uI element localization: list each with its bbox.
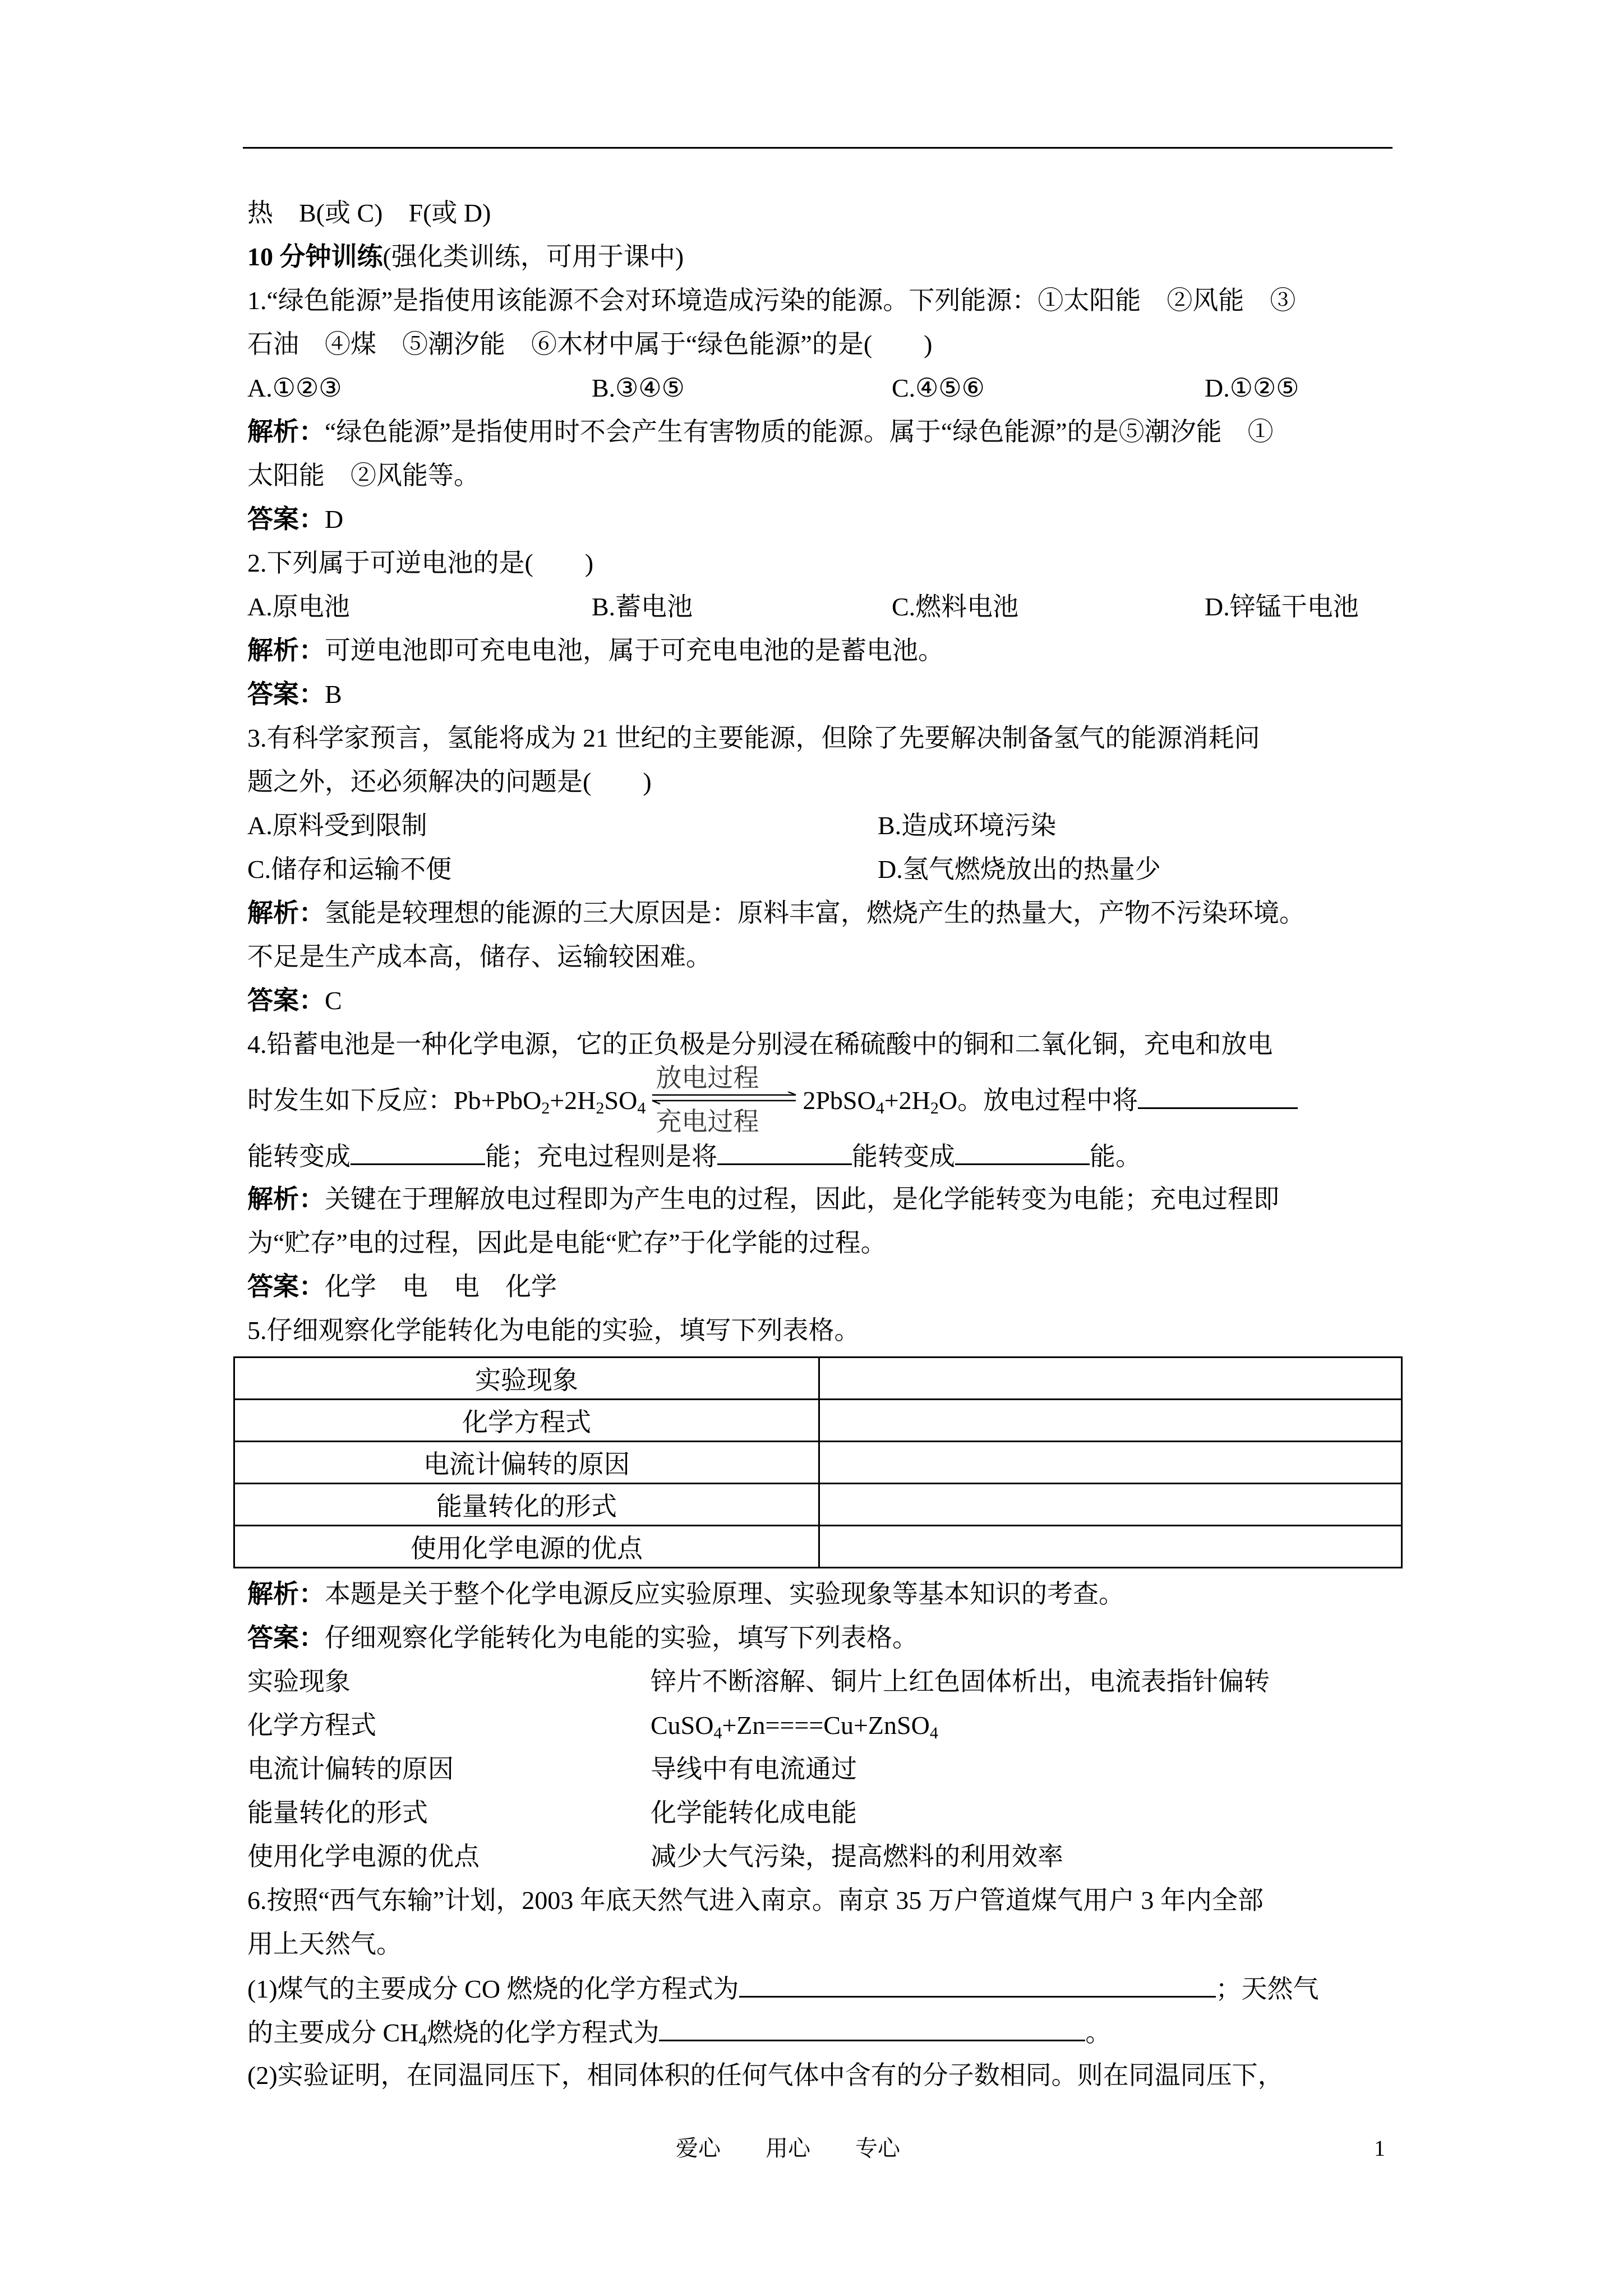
- table-row: [234, 1442, 1402, 1484]
- answer-row-value: 导线中有电流通过: [651, 1755, 857, 1783]
- eq-subscript: 2: [596, 1099, 605, 1117]
- eq-subscript: 4: [875, 1099, 884, 1117]
- analysis-label: 解析：: [247, 1185, 325, 1213]
- q5-analysis: [247, 1577, 1124, 1611]
- text-part: 燃烧的化学方程式为: [427, 2018, 660, 2047]
- answer-row-value: [651, 1709, 938, 1742]
- arrow-label-charge: 充电过程: [656, 1107, 759, 1136]
- answer-label: 答案：: [247, 1623, 325, 1652]
- table-cell-empty[interactable]: [819, 1526, 1402, 1568]
- table-row: [234, 1400, 1402, 1442]
- answer-value: D: [325, 505, 344, 533]
- q4-text: 4.铅蓄电池是一种化学电源，它的正负极是分别浸在稀硫酸中的铜和二氧化铜，充电和放电: [247, 1030, 1273, 1059]
- q3-analysis-cont: 不足是生产成本高，储存、运输较困难。: [247, 942, 712, 971]
- analysis-text: 氢能是较理想的能源的三大原因是：原料丰富，燃烧产生的热量大，产物不污染环境。: [325, 899, 1305, 927]
- q3-option-d: D.氢气燃烧放出的热量少: [878, 855, 1161, 884]
- footer-motto: 爱心 用心 专心: [676, 2136, 900, 2161]
- fill-blank-6[interactable]: [659, 2015, 1085, 2041]
- analysis-text: 可逆电池即可充电电池，属于可充电电池的是蓄电池。: [325, 636, 944, 665]
- analysis-text: “绿色能源”是指使用时不会产生有害物质的能源。属于“绿色能源”的是⑤潮汐能 ①: [325, 417, 1274, 446]
- answer-row-value: 减少大气污染，提高燃料的利用效率: [651, 1842, 1063, 1871]
- analysis-label: 解析：: [247, 1580, 325, 1608]
- table-cell-empty[interactable]: [819, 1484, 1402, 1526]
- eq-part: 2PbSO: [803, 1086, 876, 1115]
- q6-text: 6.按照“西气东输”计划，2003 年底天然气进入南京。南京 35 万户管道煤气用户 3 年内全部: [247, 1886, 1264, 1915]
- answer-row-label: 电流计偏转的原因: [247, 1755, 454, 1783]
- answer-row-label: 使用化学电源的优点: [247, 1842, 479, 1871]
- eq-subscript: 4: [713, 1724, 722, 1742]
- eq-subscript: 4: [929, 1724, 938, 1742]
- reversible-arrow: [649, 1064, 799, 1136]
- q6-part2: (2)实验证明，在同温同压下，相同体积的任何气体中含有的分子数相同。则在同温同压下，: [247, 2061, 1284, 2090]
- q3-answer: [247, 984, 342, 1018]
- q2-answer: [247, 678, 342, 711]
- table-row: [234, 1526, 1402, 1568]
- q3-text-cont: 题之外，还必须解决的问题是( ): [247, 767, 652, 796]
- analysis-label: 解析：: [247, 417, 325, 446]
- q4-analysis: [247, 1182, 1279, 1216]
- text-part: (1)煤气的主要成分 CO 燃烧的化学方程式为: [247, 1975, 739, 2003]
- q1-option-b: B.③④⑤: [592, 374, 685, 402]
- q3-analysis: [247, 896, 1305, 930]
- analysis-label: 解析：: [247, 899, 325, 927]
- q4-blanks-line: [247, 1139, 1141, 1174]
- fill-blank-2[interactable]: [351, 1139, 485, 1165]
- q1-answer: [247, 503, 343, 536]
- eq-subscript: 4: [418, 2031, 427, 2050]
- eq-part: +Zn====Cu+ZnSO: [722, 1711, 930, 1740]
- eq-subscript: 2: [541, 1099, 550, 1117]
- text-part: 。: [1085, 2018, 1112, 2047]
- table-cell-label: 使用化学电源的优点: [234, 1526, 819, 1568]
- table-cell-empty[interactable]: [819, 1358, 1402, 1400]
- q1-option-d: D.①②⑤: [1205, 374, 1299, 402]
- eq-part: +2H: [884, 1086, 930, 1115]
- q1-option-a: A.①②③: [247, 374, 342, 402]
- q5-answer: [247, 1621, 918, 1655]
- q2-option-c: C.燃料电池: [892, 592, 1019, 621]
- section-note: (强化类训练，可用于课中): [382, 242, 684, 271]
- q3-text: 3.有科学家预言，氢能将成为 21 世纪的主要能源，但除了先要解决制备氢气的能源消耗问: [247, 724, 1260, 752]
- q6-part1: [247, 1971, 1319, 2006]
- eq-part: SO: [604, 1086, 638, 1115]
- line-heat: 热 B(或 C) F(或 D): [247, 199, 491, 227]
- answer-label: 答案：: [247, 505, 325, 533]
- answer-row-value: 锌片不断溶解、铜片上红色固体析出，电流表指针偏转: [651, 1667, 1270, 1696]
- answer-label: 答案：: [247, 680, 325, 708]
- eq-part: O。放电过程中将: [938, 1086, 1138, 1115]
- q1-text: 1.“绿色能源”是指使用该能源不会对环境造成污染的能源。下列能源：①太阳能 ②风能 ③: [247, 286, 1296, 315]
- q4-analysis-cont: 为“贮存”电的过程，因此是电能“贮存”于化学能的过程。: [247, 1228, 887, 1257]
- table-cell-label: 能量转化的形式: [234, 1484, 819, 1526]
- section-title: 10 分钟训练: [247, 242, 383, 271]
- q1-analysis-cont: 太阳能 ②风能等。: [247, 461, 479, 490]
- q2-option-a: A.原电池: [247, 592, 350, 621]
- text-part: 的主要成分 CH: [247, 2018, 419, 2047]
- table-cell-label: 化学方程式: [234, 1400, 819, 1442]
- q1-analysis: [247, 415, 1274, 449]
- fill-blank-1[interactable]: [1138, 1083, 1298, 1109]
- q2-option-d: D.锌锰干电池: [1205, 592, 1359, 621]
- fill-blank-5[interactable]: [739, 1971, 1216, 1998]
- q5-text: 5.仔细观察化学能转化为电能的实验，填写下列表格。: [247, 1316, 860, 1345]
- answer-row-label: 实验现象: [247, 1667, 351, 1696]
- q3-option-c: C.储存和运输不便: [247, 855, 452, 884]
- table-row: [234, 1484, 1402, 1526]
- text-part: 能转变成: [247, 1142, 351, 1171]
- answer-row-label: 化学方程式: [247, 1711, 376, 1740]
- fill-blank-4[interactable]: [955, 1139, 1090, 1165]
- q2-option-b: B.蓄电池: [592, 592, 693, 621]
- q4-equation-line: [247, 1064, 1298, 1136]
- answer-value: B: [325, 680, 342, 708]
- table-cell-label: 电流计偏转的原因: [234, 1442, 819, 1484]
- answer-row-value: 化学能转化成电能: [651, 1798, 857, 1827]
- header-rule: [243, 147, 1393, 149]
- analysis-text: 本题是关于整个化学电源反应实验原理、实验现象等基本知识的考查。: [325, 1580, 1124, 1608]
- answer-value: 仔细观察化学能转化为电能的实验，填写下列表格。: [325, 1623, 918, 1652]
- text-part: 能。: [1090, 1142, 1141, 1171]
- answer-label: 答案：: [247, 986, 325, 1015]
- q4-answer: [247, 1270, 557, 1304]
- section-heading: [247, 240, 684, 274]
- page-number: 1: [1374, 2136, 1385, 2161]
- q6-part1-cont: [247, 2015, 1111, 2050]
- table-row: [234, 1358, 1402, 1400]
- answer-value: 化学 电 电 化学: [325, 1272, 557, 1301]
- table-cell-label: 实验现象: [234, 1358, 819, 1400]
- table-cell-empty[interactable]: [819, 1400, 1402, 1442]
- eq-part: 时发生如下反应：Pb+PbO: [247, 1086, 542, 1115]
- q3-option-b: B.造成环境污染: [878, 811, 1057, 840]
- table-cell-empty[interactable]: [819, 1442, 1402, 1484]
- q3-option-a: A.原料受到限制: [247, 811, 427, 840]
- q2-text: 2.下列属于可逆电池的是( ): [247, 549, 594, 577]
- text-part: ；天然气: [1215, 1975, 1319, 2003]
- eq-part: CuSO: [651, 1711, 714, 1740]
- arrow-label-discharge: 放电过程: [656, 1064, 759, 1092]
- answer-label: 答案：: [247, 1272, 325, 1301]
- text-part: 能转变成: [852, 1142, 955, 1171]
- eq-subscript: 4: [637, 1099, 646, 1117]
- text-part: 能；充电过程则是将: [485, 1142, 717, 1171]
- q2-analysis: [247, 634, 944, 668]
- fill-blank-3[interactable]: [717, 1139, 852, 1165]
- analysis-text: 关键在于理解放电过程即为产生电的过程，因此，是化学能转变为电能；充电过程即: [325, 1185, 1279, 1213]
- q6-text-cont: 用上天然气。: [247, 1930, 402, 1958]
- eq-subscript: 2: [930, 1099, 939, 1117]
- equilibrium-arrow-icon: [649, 1092, 799, 1105]
- answer-value: C: [325, 986, 342, 1015]
- analysis-label: 解析：: [247, 636, 325, 665]
- q5-table: [233, 1356, 1403, 1568]
- q1-text-cont: 石油 ④煤 ⑤潮汐能 ⑥木材中属于“绿色能源”的是( ): [247, 330, 933, 358]
- answer-row-label: 能量转化的形式: [247, 1798, 428, 1827]
- q1-option-c: C.④⑤⑥: [892, 374, 985, 402]
- eq-part: +2H: [550, 1086, 596, 1115]
